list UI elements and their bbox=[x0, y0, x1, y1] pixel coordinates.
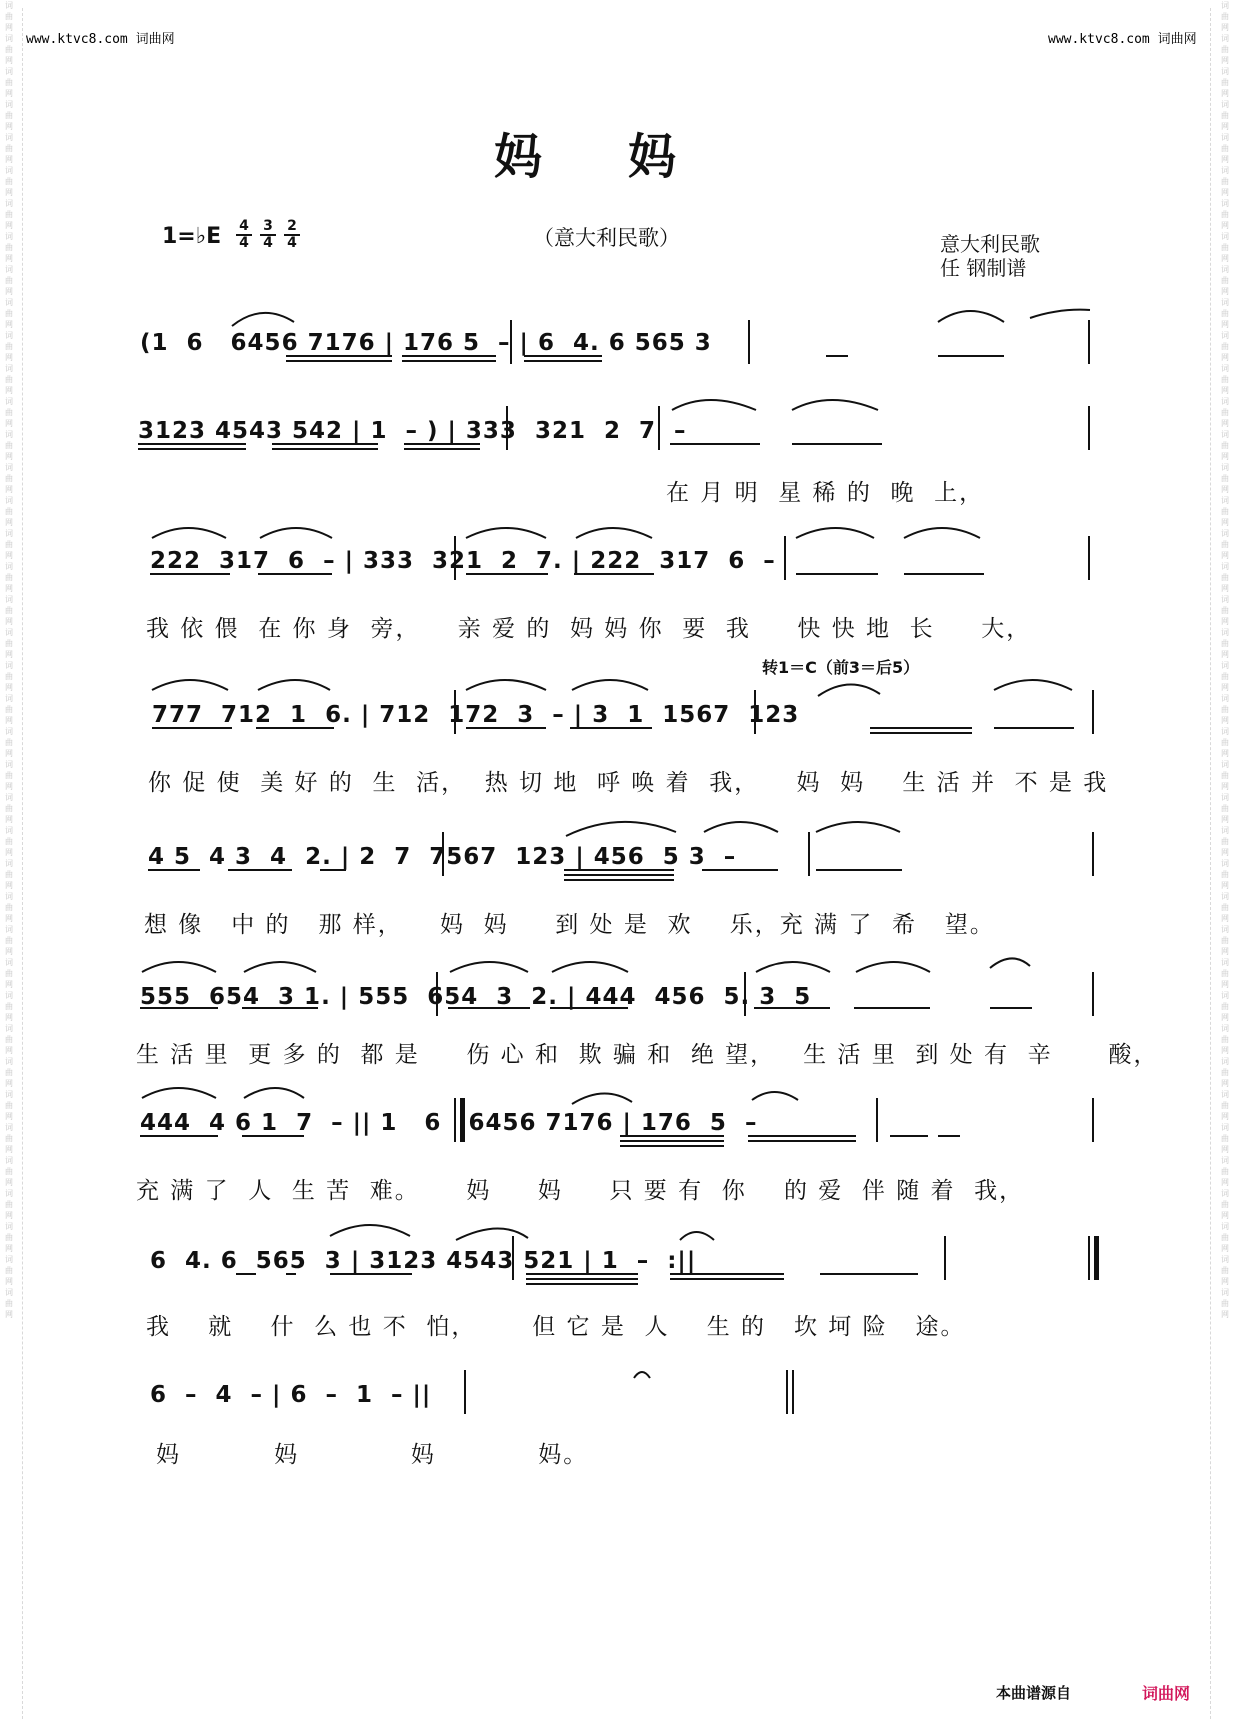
notes-line-6: 555 654 3 1. | 555 654 3 2. | 444 456 5. 3 5 bbox=[140, 984, 812, 1010]
footer-brand-logo: 词曲网 bbox=[1142, 1684, 1191, 1703]
lyrics-line-4: 你 促 使 美 好 的 生 活， 热 切 地 呼 唤 着 我， 妈 妈 生 活 并 不 是 我 bbox=[148, 770, 1109, 796]
beam bbox=[140, 1136, 960, 1146]
credit-arranger: 任 钢制谱 bbox=[940, 256, 1027, 280]
slur bbox=[142, 1088, 798, 1104]
notes-line-8: 6 4. 6 565 3 | 3123 4543 521 | 1 – :|| bbox=[150, 1248, 697, 1274]
slur bbox=[232, 313, 294, 326]
time-signature-2-4: 2 4 bbox=[284, 220, 300, 250]
notes-line-9: 6 – 4 – | 6 – 1 – || bbox=[150, 1382, 432, 1408]
notes-line-1: (1 6 6456 7176 | 176 5 – | 6 4. 6 565 3 bbox=[140, 330, 712, 356]
slur bbox=[142, 958, 1030, 972]
song-title: 妈妈 bbox=[494, 129, 763, 185]
watermark-strip-left: 词曲网词曲网词曲网词曲网词曲网词曲网词曲网词曲网词曲网词曲网词曲网词曲网词曲网词曲网词曲网词曲网词曲网词曲网词曲网词曲网词曲网词曲网词曲网词曲网词曲网词曲网词曲网词曲网词曲网词曲网词曲网词曲网词曲网词曲网词曲网词曲网词曲网词曲网词曲网词曲网 bbox=[5, 1, 13, 1319]
beam bbox=[148, 870, 902, 880]
notes-line-7: 444 4 6 1 7 – || 1 6 6456 7176 | 176 5 – bbox=[140, 1110, 758, 1136]
notes-line-4: 777 712 1 6. | 712 172 3 – | 3 1 1567 123 bbox=[152, 702, 800, 728]
lyrics-line-5: 想 像 中 的 那 样， 妈 妈 到 处 是 欢 乐，充 满 了 希 望。 bbox=[144, 912, 995, 938]
notes-line-3: 222 317 6 – | 333 321 2 7. | 222 317 6 – bbox=[150, 548, 776, 574]
beam bbox=[152, 728, 1074, 733]
lyrics-line-7: 充 满 了 人 生 苦 难。 妈 妈 只 要 有 你 的 爱 伴 随 着 我， bbox=[136, 1178, 1025, 1204]
modulation-mark: 转1＝C（前3＝后5） bbox=[762, 658, 920, 677]
time-signature-4-4: 4 4 bbox=[236, 220, 252, 250]
slur bbox=[152, 680, 1072, 696]
header-site-left: www.ktvc8.com 词曲网 bbox=[26, 32, 175, 47]
lyrics-line-2: 在 月 明 星 稀 的 晚 上， bbox=[666, 480, 985, 506]
lyrics-line-6: 生 活 里 更 多 的 都 是 伤 心 和 欺 骗 和 绝 望， 生 活 里 到 处 有 辛 酸， bbox=[136, 1042, 1159, 1068]
song-subtitle: （意大利民歌） bbox=[533, 226, 680, 250]
header-site-right: www.ktvc8.com 词曲网 bbox=[1048, 32, 1197, 47]
slur bbox=[566, 822, 900, 836]
slur bbox=[152, 528, 980, 538]
slur bbox=[672, 400, 878, 410]
footer-source-label: 本曲谱源自 bbox=[996, 1684, 1072, 1702]
notes-line-5: 4 5 4 3 4 2. | 2 7 7567 123 | 456 5 3 – bbox=[148, 844, 737, 870]
slur bbox=[1030, 310, 1090, 318]
lyrics-line-8: 我 就 什 么 也 不 怕， 但 它 是 人 生 的 坎 坷 险 途。 bbox=[146, 1314, 966, 1340]
slur bbox=[330, 1225, 714, 1240]
lyrics-line-3: 我 依 偎 在 你 身 旁， 亲 爱 的 妈 妈 你 要 我 快 快 地 长 大， bbox=[146, 616, 1032, 642]
beam bbox=[286, 356, 1004, 361]
key-signature: 1=♭E bbox=[162, 224, 222, 249]
fermata bbox=[634, 1372, 650, 1378]
credit-source: 意大利民歌 bbox=[940, 232, 1040, 256]
lyrics-line-9: 妈 妈 妈 妈。 bbox=[156, 1442, 589, 1468]
beam bbox=[236, 1274, 918, 1284]
triplet-bracket bbox=[938, 311, 1004, 322]
beam bbox=[138, 444, 882, 449]
notes-line-2: 3123 4543 542 | 1 – ) | 333 321 2 7 – bbox=[138, 418, 687, 444]
time-signature-3-4: 3 4 bbox=[260, 220, 276, 250]
watermark-strip-right: 词曲网词曲网词曲网词曲网词曲网词曲网词曲网词曲网词曲网词曲网词曲网词曲网词曲网词曲网词曲网词曲网词曲网词曲网词曲网词曲网词曲网词曲网词曲网词曲网词曲网词曲网词曲网词曲网词曲网词曲网词曲网词曲网词曲网词曲网词曲网词曲网词曲网词曲网词曲网词曲网 bbox=[1221, 1, 1229, 1319]
